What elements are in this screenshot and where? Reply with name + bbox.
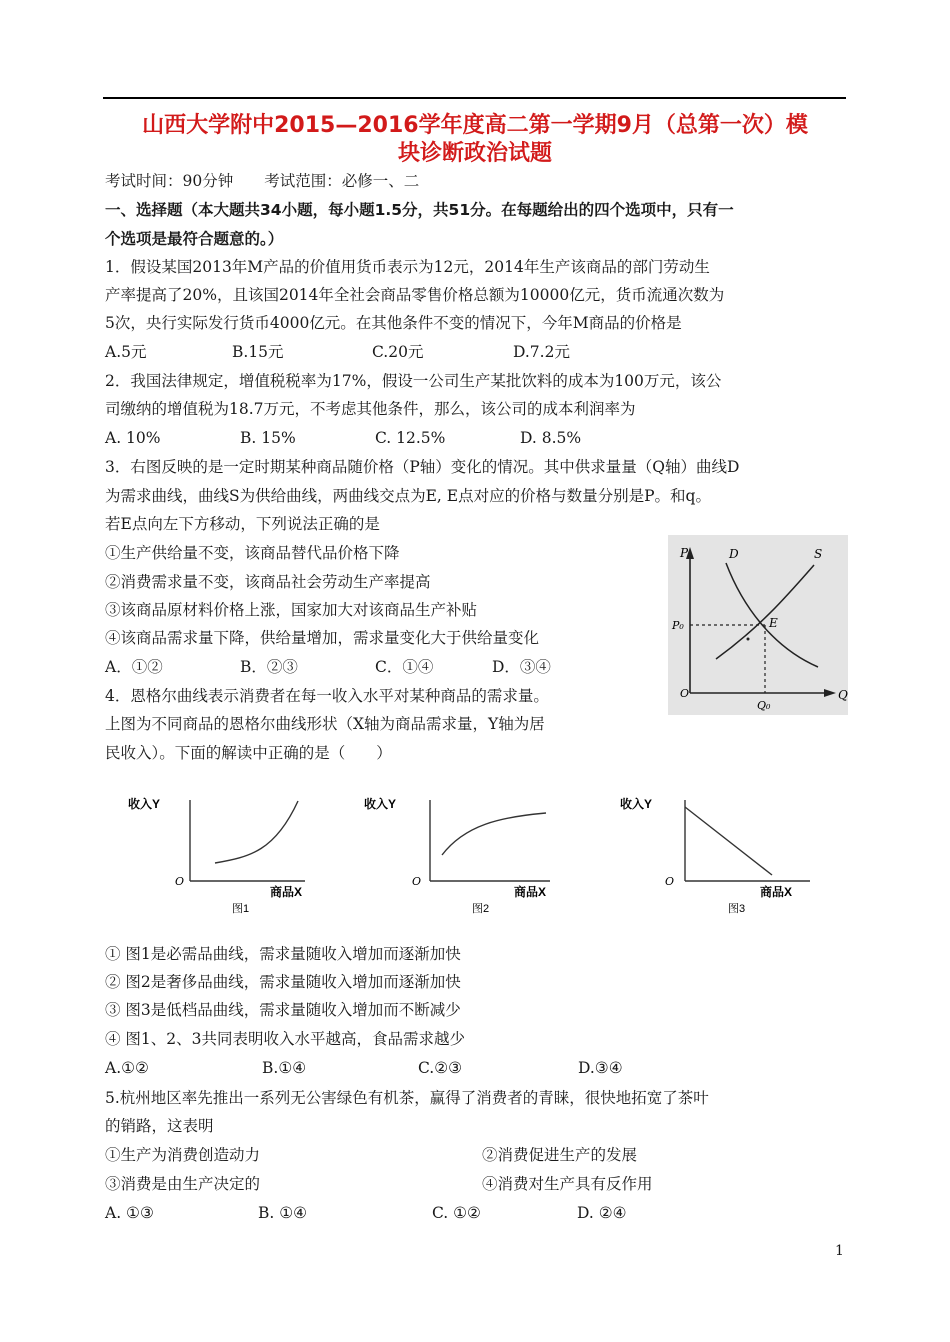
label-d: D bbox=[729, 547, 739, 561]
q3-line3: 若E点向左下方移动，下列说法正确的是 bbox=[105, 515, 380, 533]
q5-option-d: D. ②④ bbox=[577, 1204, 627, 1222]
fig3-ylabel: 收入Y bbox=[620, 797, 653, 811]
q3-item-3: ③该商品原材料价格上涨，国家加大对该商品生产补贴 bbox=[105, 601, 478, 619]
q4-item-2: ② 图2是奢侈品曲线，需求量随收入增加而逐渐加快 bbox=[105, 973, 461, 991]
q4-option-d: D.③④ bbox=[578, 1059, 623, 1077]
q1-line2: 产率提高了20%，且该国2014年全社会商品零售价格总额为10000亿元，货币流通次数为 bbox=[105, 286, 725, 304]
supply-demand-graph bbox=[668, 535, 848, 715]
fig2-origin: O bbox=[412, 875, 422, 888]
q1-line1: 1．假设某国2013年M产品的价值用货币表示为12元，2014年生产该商品的部门劳动生 bbox=[105, 258, 710, 276]
exam-title-line1: 山西大学附中2015—2016学年度高二第一学期9月（总第一次）模 bbox=[142, 113, 808, 138]
q2-option-c: C. 12.5% bbox=[375, 429, 446, 447]
exam-info: 考试时间：90分钟 考试范围：必修一、二 bbox=[105, 172, 420, 190]
q1-option-a: A.5元 bbox=[105, 343, 147, 361]
fig2-caption: 图2 bbox=[472, 903, 490, 915]
q4-item-3: ③ 图3是低档品曲线，需求量随收入增加而不断减少 bbox=[105, 1001, 461, 1019]
q1-option-b: B.15元 bbox=[232, 343, 284, 361]
engel-figure-2 bbox=[364, 796, 550, 915]
q1-line3: 5次，央行实际发行货币4000亿元。在其他条件不变的情况下，今年M商品的价格是 bbox=[105, 314, 682, 332]
fig2-xlabel: 商品X bbox=[514, 885, 547, 899]
q4-option-c: C.②③ bbox=[418, 1059, 463, 1077]
fig1-curve bbox=[215, 801, 298, 863]
label-e: E bbox=[769, 616, 778, 630]
section-heading-line2: 个选项是最符合题意的。） bbox=[105, 230, 284, 248]
q4-option-a: A.①② bbox=[105, 1059, 149, 1077]
q3-line2: 为需求曲线，曲线S为供给曲线，两曲线交点为E, E点对应的价格与数量分别是P。和q。 bbox=[105, 487, 711, 505]
engel-figure-3 bbox=[620, 796, 810, 915]
q4-line2: 上图为不同商品的恩格尔曲线形状（X轴为商品需求量，Y轴为居 bbox=[105, 715, 545, 733]
q5-item-1: ①生产为消费创造动力 bbox=[105, 1146, 261, 1164]
q5-item-4: ④消费对生产具有反作用 bbox=[482, 1175, 653, 1193]
fig3-curve bbox=[685, 807, 772, 875]
fig1-xlabel: 商品X bbox=[270, 885, 303, 899]
q3-line1: 3．右图反映的是一定时期某种商品随价格（P轴）变化的情况。其中供求量量（Q轴）曲线D bbox=[105, 458, 740, 476]
label-p: P bbox=[680, 546, 689, 560]
q2-option-d: D. 8.5% bbox=[520, 429, 582, 447]
fig1-origin: O bbox=[175, 875, 185, 888]
q5-option-b: B. ①④ bbox=[258, 1204, 308, 1222]
q2-line1: 2．我国法律规定，增值税税率为17%，假设一公司生产某批饮料的成本为100万元，该公 bbox=[105, 372, 722, 390]
q1-option-c: C.20元 bbox=[372, 343, 424, 361]
fig2-curve bbox=[442, 813, 546, 855]
label-q: Q bbox=[838, 688, 848, 702]
page-number: 1 bbox=[835, 1243, 844, 1259]
q3-item-4: ④该商品需求量下降，供给量增加，需求量变化大于供给量变化 bbox=[105, 629, 540, 647]
q3-option-c: C．①④ bbox=[375, 658, 434, 676]
engel-curve-figures bbox=[120, 785, 840, 920]
engel-figure-1 bbox=[128, 796, 305, 915]
q2-option-b: B. 15% bbox=[240, 429, 296, 447]
q2-line2: 司缴纳的增值税为18.7万元，不考虑其他条件，那么，该公司的成本利润率为 bbox=[105, 400, 636, 418]
label-p0: P₀ bbox=[672, 619, 684, 632]
q4-line1: 4．恩格尔曲线表示消费者在每一收入水平对某种商品的需求量。 bbox=[105, 687, 549, 705]
fig2-ylabel: 收入Y bbox=[364, 797, 397, 811]
label-origin: O bbox=[680, 687, 690, 700]
label-s: S bbox=[814, 547, 823, 561]
fig1-caption: 图1 bbox=[232, 903, 250, 915]
q3-option-b: B．②③ bbox=[240, 658, 298, 676]
q5-item-3: ③消费是由生产决定的 bbox=[105, 1175, 261, 1193]
q3-option-d: D．③④ bbox=[492, 658, 551, 676]
q4-line3: 民收入）。下面的解读中正确的是（ ） bbox=[105, 744, 392, 762]
shift-mark bbox=[747, 638, 750, 641]
fig3-xlabel: 商品X bbox=[760, 885, 793, 899]
header-rule bbox=[103, 97, 846, 99]
q5-line2: 的销路，这表明 bbox=[105, 1117, 214, 1135]
q4-item-1: ① 图1是必需品曲线，需求量随收入增加而逐渐加快 bbox=[105, 945, 461, 963]
fig3-origin: O bbox=[665, 875, 675, 888]
q2-option-a: A. 10% bbox=[105, 429, 161, 447]
fig3-caption: 图3 bbox=[728, 903, 746, 915]
q3-item-2: ②消费需求量不变，该商品社会劳动生产率提高 bbox=[105, 573, 431, 591]
fig1-ylabel: 收入Y bbox=[128, 797, 161, 811]
q3-item-1: ①生产供给量不变，该商品替代品价格下降 bbox=[105, 544, 400, 562]
q5-item-2: ②消费促进生产的发展 bbox=[482, 1146, 638, 1164]
label-q0: Q₀ bbox=[757, 699, 771, 712]
q3-option-a: A．①② bbox=[105, 658, 163, 676]
q5-option-c: C. ①② bbox=[432, 1204, 481, 1222]
q5-option-a: A. ①③ bbox=[105, 1204, 154, 1222]
q4-option-b: B.①④ bbox=[262, 1059, 307, 1077]
exam-title-line2: 块诊断政治试题 bbox=[397, 141, 552, 166]
q1-option-d: D.7.2元 bbox=[513, 343, 570, 361]
section-heading-line1: 一、选择题（本大题共34小题，每小题1.5分，共51分。在每题给出的四个选项中，只有一 bbox=[105, 201, 734, 219]
q5-line1: 5.杭州地区率先推出一系列无公害绿色有机茶，赢得了消费者的青睐，很快地拓宽了茶叶 bbox=[105, 1089, 709, 1107]
q4-item-4: ④ 图1、2、3共同表明收入水平越高，食品需求越少 bbox=[105, 1030, 466, 1048]
